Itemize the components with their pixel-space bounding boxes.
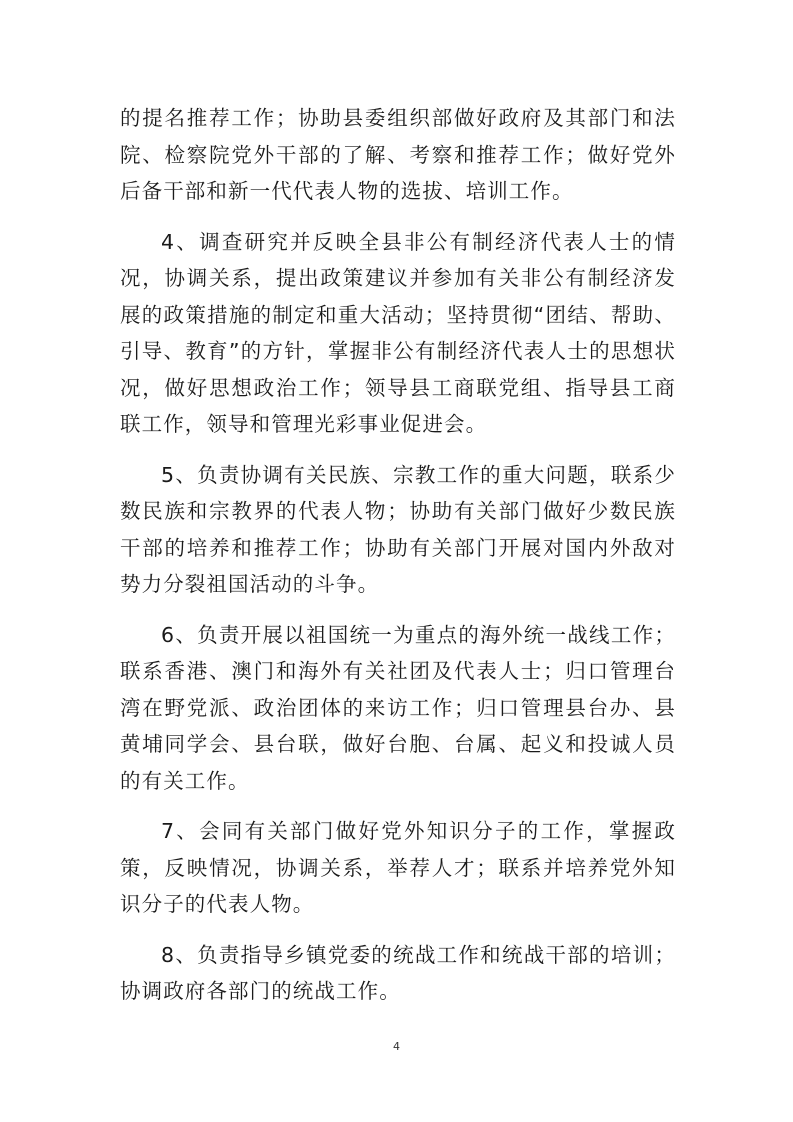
paragraph-item-4: 4、调查研究并反映全县非公有制经济代表人士的情况，协调关系，提出政策建议并参加有关非公有制经济发展的政策措施的制定和重大活动；坚持贯彻“团结、帮助、引导、教育”的方针，掌握非公有制经济代表人士的思想状况，做好思想政治工作；领导县工商联党组、指导县工商联工作，领导和管理光彩事业促进会。 bbox=[120, 229, 676, 436]
paragraph-item-8: 8、负责指导乡镇党委的统战工作和统战干部的培训；协调政府各部门的统战工作。 bbox=[120, 942, 676, 1003]
paragraph-item-7: 7、会同有关部门做好党外知识分子的工作，掌握政策，反映情况，协调关系，举荐人才；联系并培养党外知识分子的代表人物。 bbox=[120, 819, 676, 916]
paragraph-item-5: 5、负责协调有关民族、宗教工作的重大问题，联系少数民族和宗教界的代表人物；协助有关部门做好少数民族干部的培养和推荐工作；协助有关部门开展对国内外敌对势力分裂祖国活动的斗争。 bbox=[120, 462, 676, 596]
page-number: 4 bbox=[393, 1040, 400, 1053]
paragraph-item-6: 6、负责开展以祖国统一为重点的海外统一战线工作；联系香港、澳门和海外有关社团及代表人士；归口管理台湾在野党派、政治团体的来访工作；归口管理县台办、县黄埔同学会、县台联，做好台胞、台属、起义和投诚人员的有关工作。 bbox=[120, 622, 676, 793]
document-body bbox=[120, 100, 676, 1024]
paragraph-continued: 的提名推荐工作；协助县委组织部做好政府及其部门和法院、检察院党外干部的了解、考察和推荐工作；做好党外后备干部和新一代代表人物的选拔、培训工作。 bbox=[120, 106, 676, 203]
